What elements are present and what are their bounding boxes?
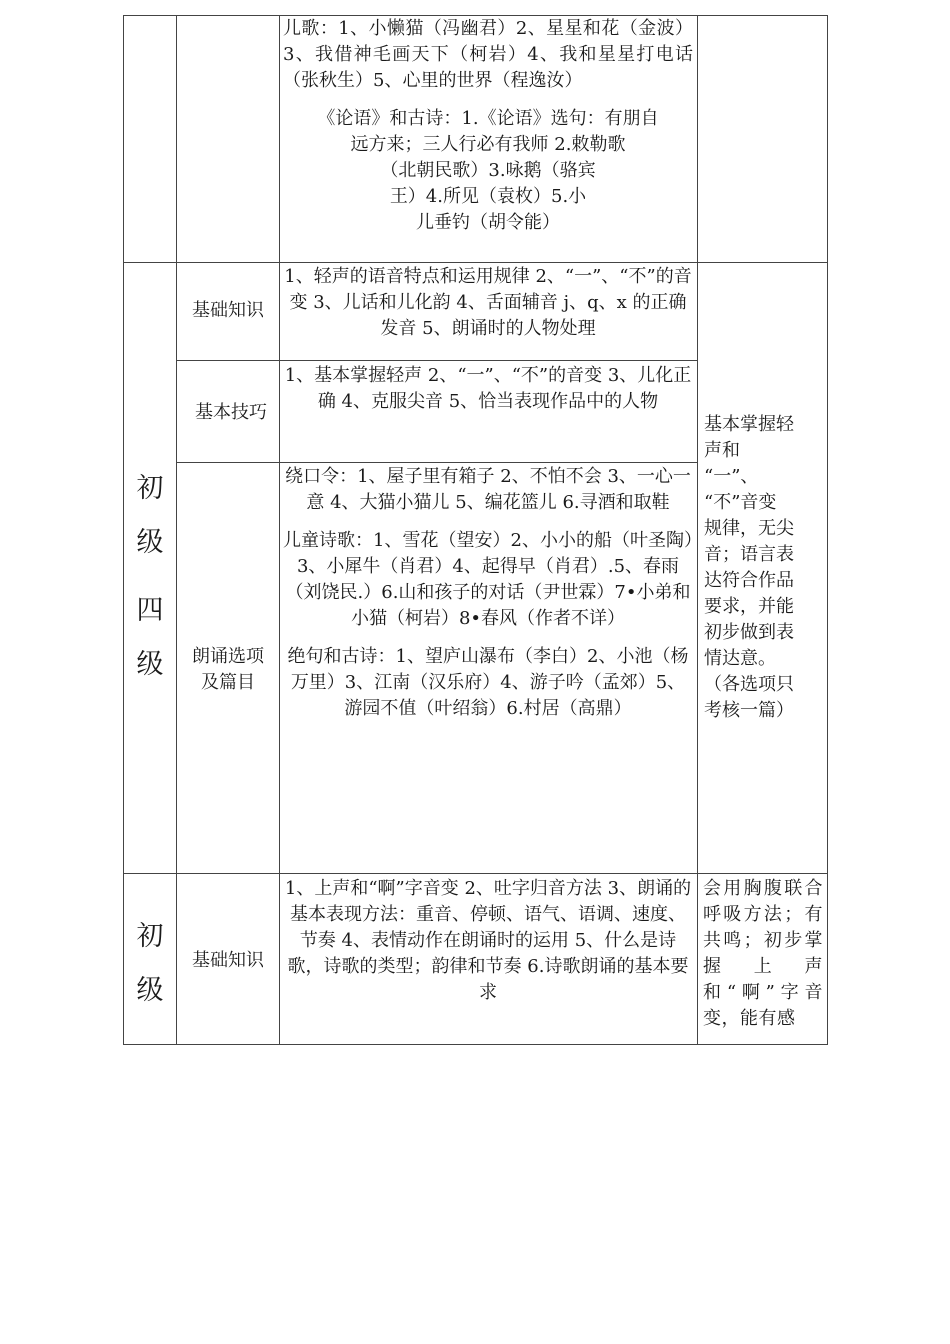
basic-skills-label: 基本技巧 <box>195 402 267 423</box>
next-level-requirement: 会用胸腹联合呼吸方法；有共鸣；初步掌握上声和“啊”字音变，能有感 <box>703 878 823 1029</box>
table-border-right <box>827 15 828 1045</box>
requirement-line: 声和 <box>704 440 740 461</box>
tongue-twisters-text: 绕口令：1、屋子里有箱子 2、不怕不会 3、一心一意 4、大猫小猫儿 5、编花篮儿 6.寻酒和取鞋 <box>285 466 691 513</box>
table-border-bottom <box>123 1044 828 1045</box>
row-divider-next-level-top <box>123 873 828 874</box>
level4-requirement <box>704 412 824 742</box>
requirement-line: 达符合作品 <box>704 570 794 591</box>
row-divider-knowledge-skills <box>176 360 697 361</box>
requirement-line: 规律，无尖 <box>704 518 794 539</box>
requirement-line: （各选项只 <box>704 674 794 695</box>
lunyu-line: （北朝民歌）3.咏鹅（骆宾 <box>380 160 596 181</box>
requirement-line: 要求，并能 <box>704 596 794 617</box>
requirement-line: 音；语言表 <box>704 544 794 565</box>
basic-skills-text: 1、基本掌握轻声 2、“一”、“不”的音变 3、儿化正确 4、克服尖音 5、恰当表现作品中的人物 <box>284 365 692 412</box>
lunyu-line: 《论语》和古诗：1.《论语》选句：有朋自 <box>317 108 659 129</box>
requirement-line: 情达意。 <box>704 648 776 669</box>
level4-char: 级 <box>136 649 164 680</box>
classic-poems-text: 绝句和古诗：1、望庐山瀑布（李白）2、小池（杨万里）3、江南（汉乐府）4、游子吟（孟郊）5、游园不值（叶绍翁）6.村居（高鼎） <box>287 646 689 719</box>
requirement-line: 基本掌握轻 <box>704 414 794 435</box>
basic-knowledge-label: 基础知识 <box>192 300 264 321</box>
top-row-content <box>283 16 693 262</box>
next-level-char: 级 <box>136 975 164 1006</box>
recitation-label <box>177 644 279 696</box>
lunyu-line: 远方来；三人行必有我师 2.敕勒歌 <box>350 134 626 155</box>
level4-char: 初 <box>136 473 164 504</box>
recitation-label-line: 朗诵选项 <box>192 646 264 667</box>
level4-char: 四 <box>136 595 164 626</box>
requirement-line: “不”音变 <box>704 492 777 513</box>
recitation-content <box>283 464 693 872</box>
requirement-line: 考核一篇） <box>704 700 794 721</box>
column-divider-2 <box>279 15 280 1045</box>
recitation-label-line: 及篇目 <box>201 672 255 693</box>
requirement-line: 初步做到表 <box>704 622 794 643</box>
column-divider-1 <box>176 15 177 1045</box>
next-level-char: 初 <box>136 921 164 952</box>
children-poems-text: 儿童诗歌：1、雪花（望安）2、小小的船（叶圣陶）3、小犀牛（肖君）4、起得早（肖君）.5、春雨（刘饶民.）6.山和孩子的对话（尹世霖）7•小弟和小猫（柯岩）8•春风（作者不详） <box>283 530 693 629</box>
lunyu-line: 王）4.所见（袁枚）5.小 <box>389 186 587 207</box>
row-divider-skills-recitation <box>176 462 697 463</box>
next-level-label <box>124 910 176 1020</box>
basic-knowledge-text: 1、轻声的语音特点和运用规律 2、“一”、“不”的音变 3、儿话和儿化韵 4、舌面辅音 j、q、x 的正确发音 5、朗诵时的人物处理 <box>284 266 692 339</box>
level4-char: 级 <box>136 527 164 558</box>
next-basic-knowledge-label: 基础知识 <box>192 950 264 971</box>
level4-label <box>124 462 176 712</box>
row-divider-level4-top <box>123 262 828 263</box>
children-songs-text: 儿歌：1、小懒猫（冯幽君）2、星星和花（金波）3、我借神毛画天下（柯岩）4、我和星星打电话（张秋生）5、心里的世界（程逸汝） <box>283 18 693 91</box>
requirement-line: “一”、 <box>704 466 759 487</box>
next-basic-knowledge-text: 1、上声和“啊”字音变 2、吐字归音方法 3、朗诵的基本表现方法：重音、停顿、语气、语调、速度、节奏 4、表情动作在朗诵时的运用 5、什么是诗歌，诗歌的类型；韵律和节奏 6.诗歌朗诵的基本要求 <box>284 878 692 1003</box>
lunyu-line: 儿垂钓（胡令能） <box>416 212 560 233</box>
lunyu-text <box>283 106 693 236</box>
column-divider-3 <box>697 15 698 1045</box>
